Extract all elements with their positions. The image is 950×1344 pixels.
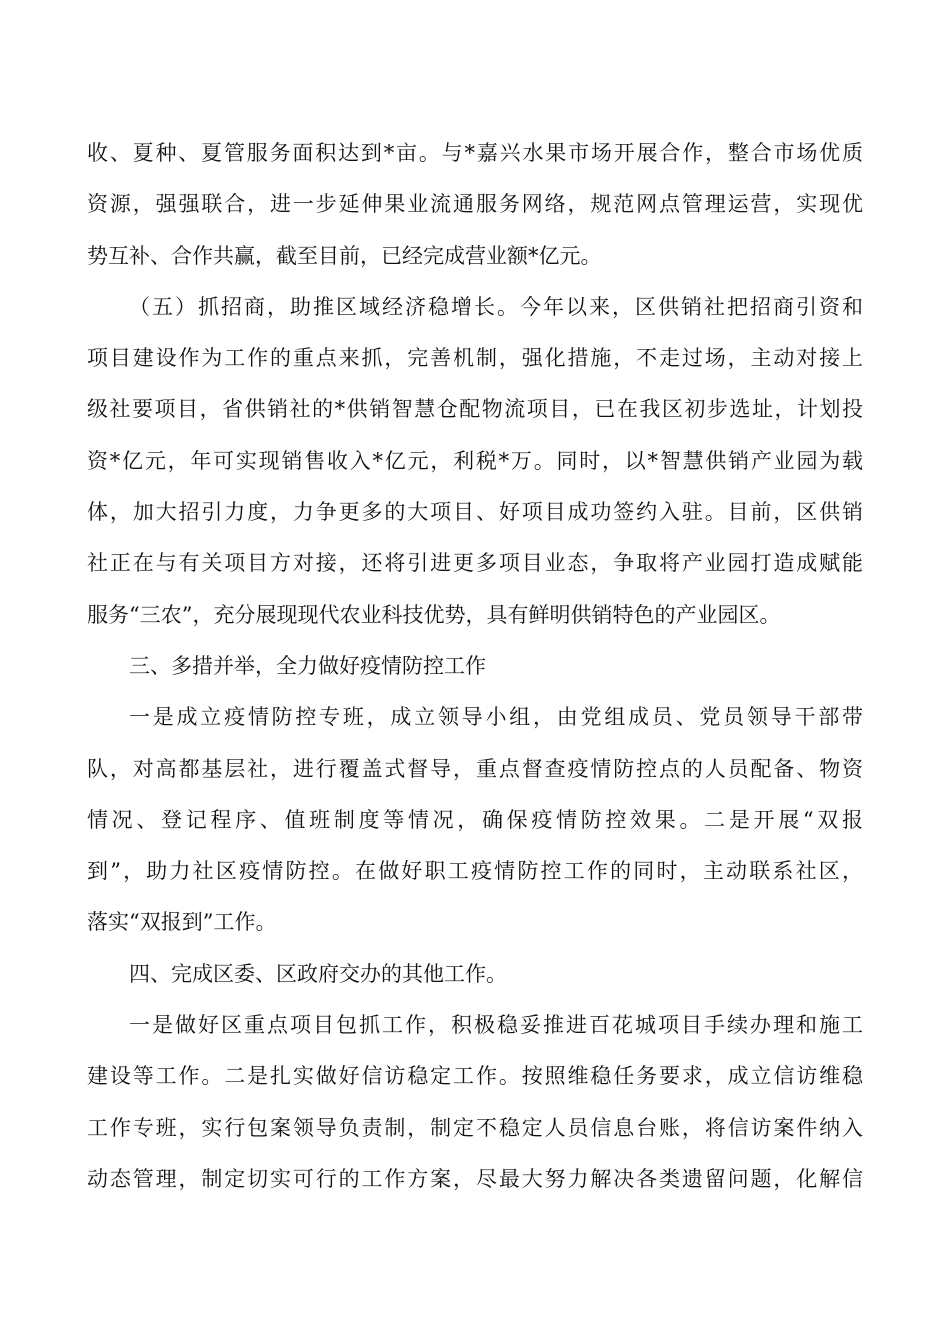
text-line: 四、完成区委、区政府交办的其他工作。 <box>129 961 507 986</box>
text-line: 队，对高都基层社，进行覆盖式督导，重点督查疫情防控点的人员配备、物资 <box>87 756 863 781</box>
text-line: 社正在与有关项目方对接，还将引进更多项目业态，争取将产业园打造成赋能 <box>87 551 863 576</box>
text-line: 到”，助力社区疫情防控。在做好职工疫情防控工作的同时，主动联系社区， <box>87 859 863 884</box>
text-line: 收、夏种、夏管服务面积达到*亩。与*嘉兴水果市场开展合作，整合市场优质 <box>87 141 863 165</box>
text-line: 资源，强强联合，进一步延伸果业流通服务网络，规范网点管理运营，实现优 <box>87 192 863 217</box>
text-line: 势互补、合作共赢，截至目前，已经完成营业额*亿元。 <box>87 243 602 268</box>
text-line: 落实“双报到”工作。 <box>87 910 277 935</box>
text-line: 级社要项目，省供销社的*供销智慧仓配物流项目，已在我区初步选址，计划投 <box>87 397 863 422</box>
text-line: （五）抓招商，助推区域经济稳增长。今年以来，区供销社把招商引资和 <box>129 294 863 319</box>
text-line: 体，加大招引力度，力争更多的大项目、好项目成功签约入驻。目前，区供销 <box>87 500 863 525</box>
text-line: 一是做好区重点项目包抓工作，积极稳妥推进百花城项目手续办理和施工 <box>129 1013 863 1038</box>
text-line: 建设等工作。二是扎实做好信访稳定工作。按照维稳任务要求，成立信访维稳 <box>87 1064 863 1089</box>
text-line: 一是成立疫情防控专班，成立领导小组，由党组成员、党员领导干部带 <box>129 705 863 730</box>
document-page <box>87 128 863 1205</box>
text-line: 资*亿元，年可实现销售收入*亿元，利税*万。同时，以*智慧供销产业园为载 <box>87 448 863 473</box>
text-line: 情况、登记程序、值班制度等情况，确保疫情防控效果。二是开展“双报 <box>87 807 863 832</box>
text-line: 服务“三农”，充分展现现代农业科技优势，具有鲜明供销特色的产业园区。 <box>87 602 781 627</box>
text-line: 项目建设作为工作的重点来抓，完善机制，强化措施，不走过场，主动对接上 <box>87 346 863 371</box>
text-line: 三、多措并举，全力做好疫情防控工作 <box>129 653 486 678</box>
text-line: 动态管理，制定切实可行的工作方案，尽最大努力解决各类遗留问题，化解信 <box>87 1166 863 1191</box>
text-line: 工作专班，实行包案领导负责制，制定不稳定人员信息台账，将信访案件纳入 <box>87 1115 863 1140</box>
